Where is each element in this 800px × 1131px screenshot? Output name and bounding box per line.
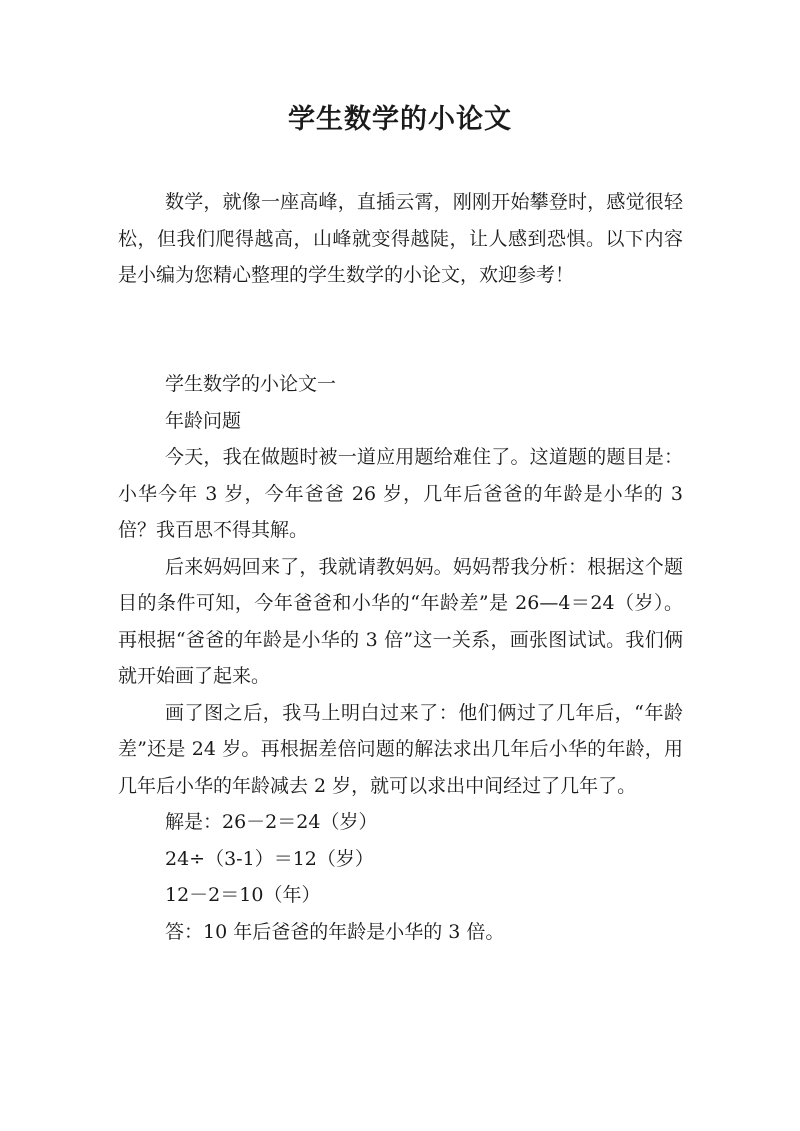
answer-line: 答：10 年后爸爸的年龄是小华的 3 倍。 bbox=[165, 920, 505, 943]
solution-line: 12－2＝10（年） bbox=[165, 884, 321, 906]
document-title: 学生数学的小论文 bbox=[288, 104, 512, 135]
body-paragraph: 后来妈妈回来了，我就请教妈妈。妈妈帮我分析：根据这个题目的条件可知，今年爸爸和小华的“年龄差”是 26—4＝24（岁）。再根据“爸爸的年龄是小华的 3 倍”这一关系，画张图试试。我们俩就开始画了起来。 bbox=[118, 555, 683, 687]
body-paragraph: 今天，我在做题时被一道应用题给难住了。这道题的题目是：小华今年 3 岁，今年爸爸 26 岁，几年后爸爸的年龄是小华的 3 倍？我百思不得其解。 bbox=[118, 446, 683, 541]
intro-paragraph: 数学，就像一座高峰，直插云霄，刚刚开始攀登时，感觉很轻松，但我们爬得越高，山峰就变得越陡，让人感到恐惧。以下内容是小编为您精心整理的学生数学的小论文，欢迎参考！ bbox=[118, 191, 683, 286]
section-title: 学生数学的小论文一 bbox=[165, 373, 337, 395]
body-paragraph: 画了图之后，我马上明白过来了：他们俩过了几年后，“年龄差”还是 24 岁。再根据差倍问题的解法求出几年后小华的年龄，用几年后小华的年龄减去 2 岁，就可以求出中间经过了几年了。 bbox=[118, 701, 683, 797]
solution-line: 解是：26－2＝24（岁） bbox=[165, 811, 378, 833]
article-subtitle: 年龄问题 bbox=[165, 409, 242, 432]
solution-line: 24÷（3-1）＝12（岁） bbox=[165, 847, 374, 870]
article-body bbox=[118, 366, 683, 950]
